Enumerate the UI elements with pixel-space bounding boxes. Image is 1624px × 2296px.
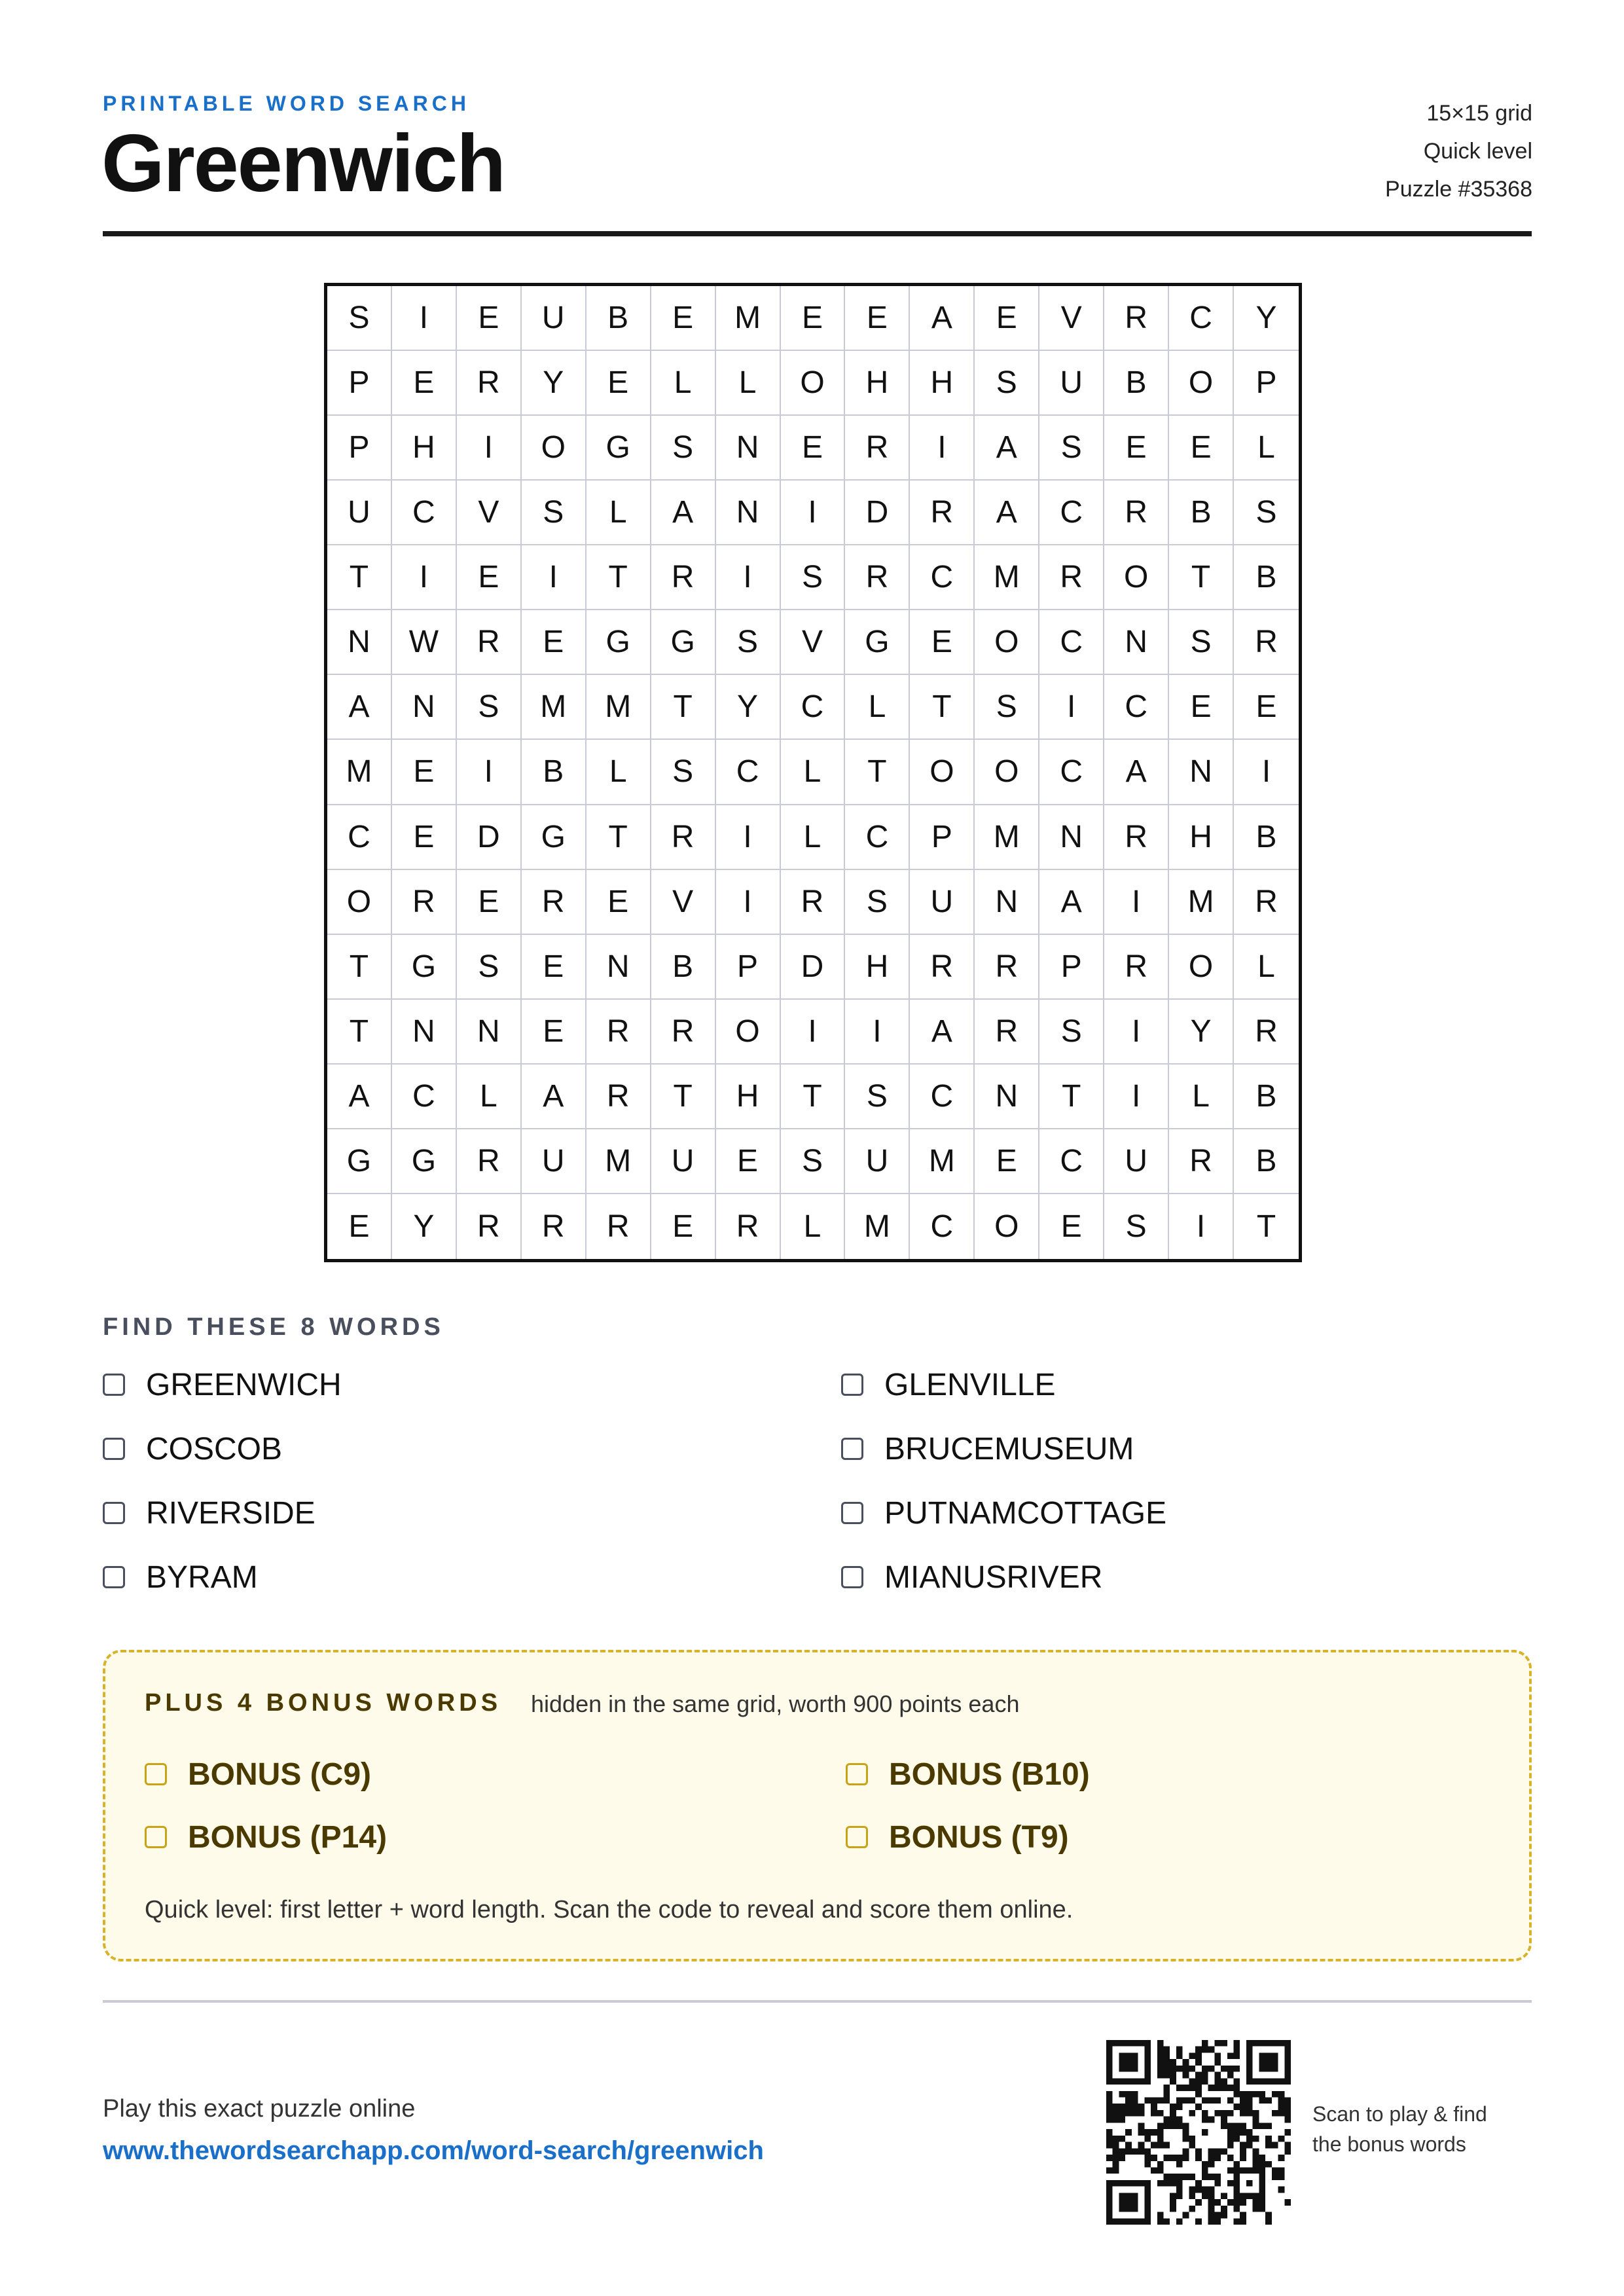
grid-cell[interactable]: R [1169, 1129, 1234, 1194]
grid-cell[interactable]: S [781, 545, 846, 610]
grid-cell[interactable]: T [781, 1065, 846, 1129]
grid-cell[interactable]: L [457, 1065, 522, 1129]
grid-cell[interactable]: R [457, 351, 522, 416]
grid-cell[interactable]: E [392, 805, 457, 870]
grid-cell[interactable]: R [910, 935, 975, 1000]
grid-cell[interactable]: R [651, 805, 716, 870]
level-label: Quick level [1423, 139, 1532, 164]
grid-cell[interactable]: O [716, 1000, 781, 1065]
grid-cell[interactable]: I [522, 545, 586, 610]
grid-cell[interactable]: A [327, 1065, 392, 1129]
grid-cell[interactable]: O [975, 1194, 1039, 1259]
grid-cell[interactable]: R [457, 1194, 522, 1259]
grid-cell[interactable]: N [327, 610, 392, 675]
grid-cell[interactable]: R [651, 545, 716, 610]
grid-cell[interactable]: O [1104, 545, 1169, 610]
grid-cell[interactable]: D [457, 805, 522, 870]
grid-cell[interactable]: S [457, 675, 522, 740]
grid-cell[interactable]: H [392, 416, 457, 481]
word-item[interactable] [841, 1368, 1532, 1401]
grid-cell[interactable]: P [327, 351, 392, 416]
grid-cell[interactable]: U [522, 286, 586, 351]
grid-cell[interactable]: N [1104, 610, 1169, 675]
grid-cell[interactable]: T [651, 675, 716, 740]
grid-cell[interactable]: E [457, 286, 522, 351]
checkbox-icon[interactable] [841, 1566, 863, 1588]
grid-cell[interactable]: C [1039, 481, 1104, 545]
grid-cell[interactable]: G [392, 1129, 457, 1194]
grid-cell[interactable]: S [1039, 416, 1104, 481]
grid-cell[interactable]: I [781, 1000, 846, 1065]
bonus-word-item[interactable] [846, 1820, 1435, 1854]
grid-cell[interactable]: N [716, 481, 781, 545]
grid-cell[interactable]: C [910, 1065, 975, 1129]
grid-cell[interactable]: N [457, 1000, 522, 1065]
bonus-word-label: BONUS (C9) [188, 1757, 372, 1792]
grid-cell[interactable]: L [1234, 935, 1299, 1000]
header-divider [103, 231, 1532, 236]
grid-cell[interactable]: S [1039, 1000, 1104, 1065]
grid-cell[interactable]: U [1104, 1129, 1169, 1194]
grid-cell[interactable]: I [781, 481, 846, 545]
grid-cell[interactable]: L [586, 481, 651, 545]
grid-cell[interactable]: M [975, 805, 1039, 870]
word-label: PUTNAMCOTTAGE [884, 1495, 1167, 1531]
grid-cell[interactable]: O [327, 870, 392, 935]
bonus-word-label: BONUS (T9) [889, 1819, 1069, 1855]
grid-cell[interactable]: L [781, 740, 846, 805]
grid-cell[interactable]: N [1039, 805, 1104, 870]
checkbox-icon[interactable] [846, 1763, 868, 1785]
grid-cell[interactable]: I [392, 286, 457, 351]
grid-cell[interactable]: G [586, 416, 651, 481]
puzzle-meta [1385, 94, 1532, 208]
bonus-word-label: BONUS (P14) [188, 1819, 388, 1855]
grid-cell[interactable]: L [781, 805, 846, 870]
grid-cell[interactable]: I [392, 545, 457, 610]
grid-cell[interactable]: I [910, 416, 975, 481]
checkbox-icon[interactable] [103, 1502, 125, 1524]
grid-cell[interactable]: E [522, 610, 586, 675]
grid-cell[interactable]: V [781, 610, 846, 675]
grid-cell[interactable]: E [586, 351, 651, 416]
word-label: MIANUSRIVER [884, 1559, 1103, 1595]
grid-cell[interactable]: T [1039, 1065, 1104, 1129]
grid-cell[interactable]: E [522, 935, 586, 1000]
grid-cell[interactable]: S [1234, 481, 1299, 545]
grid-cell[interactable]: Y [1234, 286, 1299, 351]
grid-cell[interactable]: O [910, 740, 975, 805]
grid-cell[interactable]: G [522, 805, 586, 870]
grid-cell[interactable]: R [910, 481, 975, 545]
grid-cell[interactable]: C [781, 675, 846, 740]
word-item[interactable] [103, 1561, 841, 1594]
grid-cell[interactable]: V [457, 481, 522, 545]
grid-cell[interactable]: R [1104, 481, 1169, 545]
grid-cell[interactable]: G [651, 610, 716, 675]
letter-grid[interactable] [324, 283, 1302, 1262]
grid-cell[interactable]: M [327, 740, 392, 805]
grid-cell[interactable]: T [651, 1065, 716, 1129]
grid-cell[interactable]: A [651, 481, 716, 545]
grid-cell[interactable]: S [975, 351, 1039, 416]
grid-cell[interactable]: I [457, 740, 522, 805]
grid-cell[interactable]: M [522, 675, 586, 740]
checkbox-icon[interactable] [103, 1438, 125, 1460]
grid-cell[interactable]: R [845, 545, 910, 610]
checkbox-icon[interactable] [846, 1826, 868, 1848]
puzzle-link[interactable]: www.thewordsearchapp.com/word-search/greenwich [103, 2136, 764, 2165]
grid-cell[interactable]: A [1039, 870, 1104, 935]
grid-cell[interactable]: N [975, 1065, 1039, 1129]
grid-cell[interactable]: R [522, 1194, 586, 1259]
grid-cell[interactable]: E [1039, 1194, 1104, 1259]
grid-cell[interactable]: C [327, 805, 392, 870]
checkbox-icon[interactable] [145, 1763, 167, 1785]
grid-cell[interactable]: L [781, 1194, 846, 1259]
grid-cell[interactable]: S [651, 740, 716, 805]
grid-cell[interactable]: P [1039, 935, 1104, 1000]
word-label: BYRAM [146, 1559, 258, 1595]
grid-cell[interactable]: R [1234, 1000, 1299, 1065]
word-label: COSCOB [146, 1431, 283, 1467]
page-title: Greenwich [101, 118, 505, 209]
word-list-heading: FIND THESE 8 WORDS [103, 1313, 444, 1341]
grid-cell[interactable]: D [781, 935, 846, 1000]
grid-cell[interactable]: H [910, 351, 975, 416]
grid-cell[interactable]: E [651, 286, 716, 351]
grid-cell[interactable]: O [975, 740, 1039, 805]
grid-cell[interactable]: P [716, 935, 781, 1000]
grid-cell[interactable]: G [327, 1129, 392, 1194]
grid-cell[interactable]: U [651, 1129, 716, 1194]
grid-cell[interactable]: L [651, 351, 716, 416]
grid-cell[interactable]: L [845, 675, 910, 740]
word-label: BRUCEMUSEUM [884, 1431, 1134, 1467]
bonus-subheading: hidden in the same grid, worth 900 points each [531, 1690, 1020, 1717]
grid-cell[interactable]: H [845, 935, 910, 1000]
grid-cell[interactable]: R [781, 870, 846, 935]
grid-cell[interactable]: L [1169, 1065, 1234, 1129]
grid-cell[interactable]: R [1104, 935, 1169, 1000]
grid-cell[interactable]: C [910, 545, 975, 610]
bonus-word-label: BONUS (B10) [889, 1757, 1090, 1792]
word-list [103, 1368, 1532, 1594]
grid-cell[interactable]: R [586, 1065, 651, 1129]
grid-cell[interactable]: T [1169, 545, 1234, 610]
grid-cell[interactable]: B [1169, 481, 1234, 545]
grid-cell[interactable]: R [975, 935, 1039, 1000]
bonus-panel [103, 1650, 1532, 1961]
grid-cell[interactable]: L [1234, 416, 1299, 481]
qr-caption-line: Scan to play & find [1312, 2102, 1487, 2126]
grid-cell[interactable]: M [910, 1129, 975, 1194]
grid-cell[interactable]: S [845, 870, 910, 935]
grid-cell[interactable]: C [910, 1194, 975, 1259]
grid-cell[interactable]: R [586, 1194, 651, 1259]
grid-cell[interactable]: P [910, 805, 975, 870]
checkbox-icon[interactable] [841, 1502, 863, 1524]
bonus-word-list [145, 1757, 1435, 1854]
checkbox-icon[interactable] [103, 1566, 125, 1588]
grid-cell[interactable]: G [586, 610, 651, 675]
grid-cell[interactable]: E [457, 870, 522, 935]
grid-cell[interactable]: R [1039, 545, 1104, 610]
grid-cell[interactable]: N [392, 675, 457, 740]
eyebrow-label: PRINTABLE WORD SEARCH [103, 92, 470, 115]
grid-cell[interactable]: N [975, 870, 1039, 935]
bonus-note: Quick level: first letter + word length. Scan the code to reveal and score them online. [145, 1896, 1074, 1923]
grid-cell[interactable]: M [716, 286, 781, 351]
grid-cell[interactable]: I [845, 1000, 910, 1065]
grid-cell[interactable]: U [1039, 351, 1104, 416]
grid-cell[interactable]: R [651, 1000, 716, 1065]
grid-cell[interactable]: C [845, 805, 910, 870]
grid-cell[interactable]: T [586, 545, 651, 610]
grid-cell[interactable]: G [845, 610, 910, 675]
word-item[interactable] [841, 1497, 1532, 1529]
grid-cell[interactable]: R [457, 1129, 522, 1194]
grid-cell[interactable]: N [392, 1000, 457, 1065]
grid-cell[interactable]: S [651, 416, 716, 481]
grid-cell[interactable]: I [716, 805, 781, 870]
grid-cell[interactable]: T [327, 935, 392, 1000]
grid-cell[interactable]: E [392, 351, 457, 416]
grid-cell[interactable]: G [392, 935, 457, 1000]
grid-cell[interactable]: A [910, 1000, 975, 1065]
grid-cell[interactable]: T [845, 740, 910, 805]
grid-cell[interactable]: B [522, 740, 586, 805]
grid-cell[interactable]: R [586, 1000, 651, 1065]
grid-cell[interactable]: A [327, 675, 392, 740]
grid-cell[interactable]: V [651, 870, 716, 935]
grid-cell[interactable]: O [781, 351, 846, 416]
grid-cell[interactable]: O [975, 610, 1039, 675]
grid-cell[interactable]: E [327, 1194, 392, 1259]
grid-cell[interactable]: H [1169, 805, 1234, 870]
grid-cell[interactable]: B [1234, 1129, 1299, 1194]
bonus-heading: PLUS 4 BONUS WORDS [145, 1689, 502, 1717]
grid-cell[interactable]: W [392, 610, 457, 675]
grid-cell[interactable]: E [1169, 416, 1234, 481]
grid-cell[interactable]: T [327, 1000, 392, 1065]
footer-divider [103, 2000, 1532, 2003]
grid-cell[interactable]: B [1234, 1065, 1299, 1129]
grid-cell[interactable]: C [1039, 740, 1104, 805]
grid-cell[interactable]: S [716, 610, 781, 675]
grid-cell[interactable]: N [1169, 740, 1234, 805]
grid-cell[interactable]: S [1104, 1194, 1169, 1259]
grid-cell[interactable]: H [845, 351, 910, 416]
qr-caption-line: the bonus words [1312, 2132, 1466, 2156]
grid-cell[interactable]: S [457, 935, 522, 1000]
grid-cell[interactable]: A [522, 1065, 586, 1129]
bonus-word-item[interactable] [846, 1757, 1435, 1791]
grid-cell[interactable]: I [716, 545, 781, 610]
grid-cell[interactable]: E [910, 610, 975, 675]
grid-cell[interactable]: S [975, 675, 1039, 740]
word-item[interactable] [841, 1561, 1532, 1594]
checkbox-icon[interactable] [103, 1374, 125, 1396]
grid-cell[interactable]: R [1234, 610, 1299, 675]
grid-cell[interactable]: I [716, 870, 781, 935]
grid-cell[interactable]: B [651, 935, 716, 1000]
grid-cell[interactable]: B [1104, 351, 1169, 416]
grid-cell[interactable]: C [1039, 1129, 1104, 1194]
grid-cell[interactable]: B [586, 286, 651, 351]
grid-cell[interactable]: R [845, 416, 910, 481]
word-item[interactable] [103, 1368, 841, 1401]
grid-cell[interactable]: U [845, 1129, 910, 1194]
grid-cell[interactable]: U [910, 870, 975, 935]
word-item[interactable] [103, 1432, 841, 1465]
grid-cell[interactable]: E [1234, 675, 1299, 740]
grid-cell[interactable]: I [1104, 870, 1169, 935]
grid-cell[interactable]: M [975, 545, 1039, 610]
word-label: GLENVILLE [884, 1367, 1056, 1402]
grid-cell[interactable]: S [781, 1129, 846, 1194]
grid-cell[interactable]: E [1169, 675, 1234, 740]
word-item[interactable] [841, 1432, 1532, 1465]
grid-cell[interactable]: E [457, 545, 522, 610]
grid-cell[interactable]: T [1256, 1209, 1276, 1244]
grid-cell[interactable]: N [716, 416, 781, 481]
grid-cell[interactable]: E [522, 1000, 586, 1065]
grid-cell[interactable]: I [1104, 1065, 1169, 1129]
grid-cell[interactable]: C [1104, 675, 1169, 740]
grid-cell[interactable]: T [586, 805, 651, 870]
grid-cell[interactable]: A [1104, 740, 1169, 805]
grid-cell[interactable]: A [910, 286, 975, 351]
checkbox-icon[interactable] [841, 1438, 863, 1460]
grid-cell[interactable]: V [1039, 286, 1104, 351]
grid-cell[interactable]: Y [392, 1194, 457, 1259]
grid-cell[interactable]: R [1234, 870, 1299, 935]
word-label: GREENWICH [146, 1367, 342, 1402]
grid-cell[interactable]: E [716, 1129, 781, 1194]
grid-cell[interactable]: I [1039, 675, 1104, 740]
footer-lead: Play this exact puzzle online [103, 2095, 416, 2123]
grid-cell[interactable]: C [392, 1065, 457, 1129]
grid-cell[interactable]: D [845, 481, 910, 545]
grid-cell[interactable]: S [522, 481, 586, 545]
grid-cell[interactable]: E [845, 286, 910, 351]
grid-cell[interactable]: R [1104, 286, 1169, 351]
word-item[interactable] [103, 1497, 841, 1529]
grid-cell[interactable]: O [1169, 351, 1234, 416]
grid-cell[interactable]: Y [1169, 1000, 1234, 1065]
grid-cell[interactable]: R [975, 1000, 1039, 1065]
checkbox-icon[interactable] [145, 1826, 167, 1848]
checkbox-icon[interactable] [841, 1374, 863, 1396]
grid-cell[interactable]: A [975, 416, 1039, 481]
grid-cell[interactable]: R [392, 870, 457, 935]
grid-cell[interactable]: M [586, 1129, 651, 1194]
bonus-word-item[interactable] [145, 1820, 846, 1854]
grid-cell[interactable]: C [1039, 610, 1104, 675]
grid-cell[interactable]: E [781, 416, 846, 481]
grid-cell[interactable]: C [1169, 286, 1234, 351]
grid-cell[interactable]: E [586, 870, 651, 935]
qr-caption [1312, 2099, 1487, 2159]
grid-cell[interactable]: U [327, 481, 392, 545]
grid-cell[interactable]: T [910, 675, 975, 740]
grid-cell[interactable]: I [1104, 1000, 1169, 1065]
grid-cell[interactable]: C [392, 481, 457, 545]
grid-cell[interactable]: I [457, 416, 522, 481]
grid-cell[interactable]: T [327, 545, 392, 610]
grid-cell[interactable]: I [1234, 740, 1299, 805]
grid-cell[interactable]: R [716, 1194, 781, 1259]
grid-cell[interactable]: N [586, 935, 651, 1000]
grid-cell[interactable]: L [716, 351, 781, 416]
grid-cell[interactable]: E [781, 286, 846, 351]
bonus-word-item[interactable] [145, 1757, 846, 1791]
grid-cell[interactable]: A [975, 481, 1039, 545]
grid-cell[interactable]: Y [716, 675, 781, 740]
grid-cell[interactable]: I [1169, 1194, 1234, 1259]
word-label: RIVERSIDE [146, 1495, 316, 1531]
grid-cell[interactable]: R [457, 610, 522, 675]
grid-cell[interactable]: H [716, 1065, 781, 1129]
grid-cell[interactable]: P [1234, 351, 1299, 416]
grid-cell[interactable]: Y [522, 351, 586, 416]
grid-cell[interactable]: E [1104, 416, 1169, 481]
grid-cell[interactable]: S [327, 286, 392, 351]
grid-cell[interactable]: B [1234, 545, 1299, 610]
grid-cell[interactable]: M [845, 1194, 910, 1259]
grid-cell[interactable]: M [586, 675, 651, 740]
grid-cell[interactable]: M [1169, 870, 1234, 935]
qr-code-icon[interactable] [1106, 2040, 1291, 2225]
puzzle-number: Puzzle #35368 [1385, 177, 1532, 202]
grid-cell[interactable]: O [1169, 935, 1234, 1000]
grid-cell[interactable]: E [651, 1194, 716, 1259]
grid-cell[interactable]: B [1234, 805, 1299, 870]
grid-cell[interactable]: L [586, 740, 651, 805]
grid-cell[interactable]: C [716, 740, 781, 805]
grid-cell[interactable]: E [392, 740, 457, 805]
grid-cell[interactable]: R [522, 870, 586, 935]
grid-cell[interactable]: U [522, 1129, 586, 1194]
grid-cell[interactable]: O [522, 416, 586, 481]
grid-cell[interactable]: S [845, 1065, 910, 1129]
grid-cell[interactable]: R [1104, 805, 1169, 870]
grid-cell[interactable]: P [327, 416, 392, 481]
grid-cell[interactable]: E [975, 1129, 1039, 1194]
grid-size: 15×15 grid [1426, 101, 1532, 126]
grid-cell[interactable]: S [1169, 610, 1234, 675]
grid-cell[interactable]: E [975, 286, 1039, 351]
